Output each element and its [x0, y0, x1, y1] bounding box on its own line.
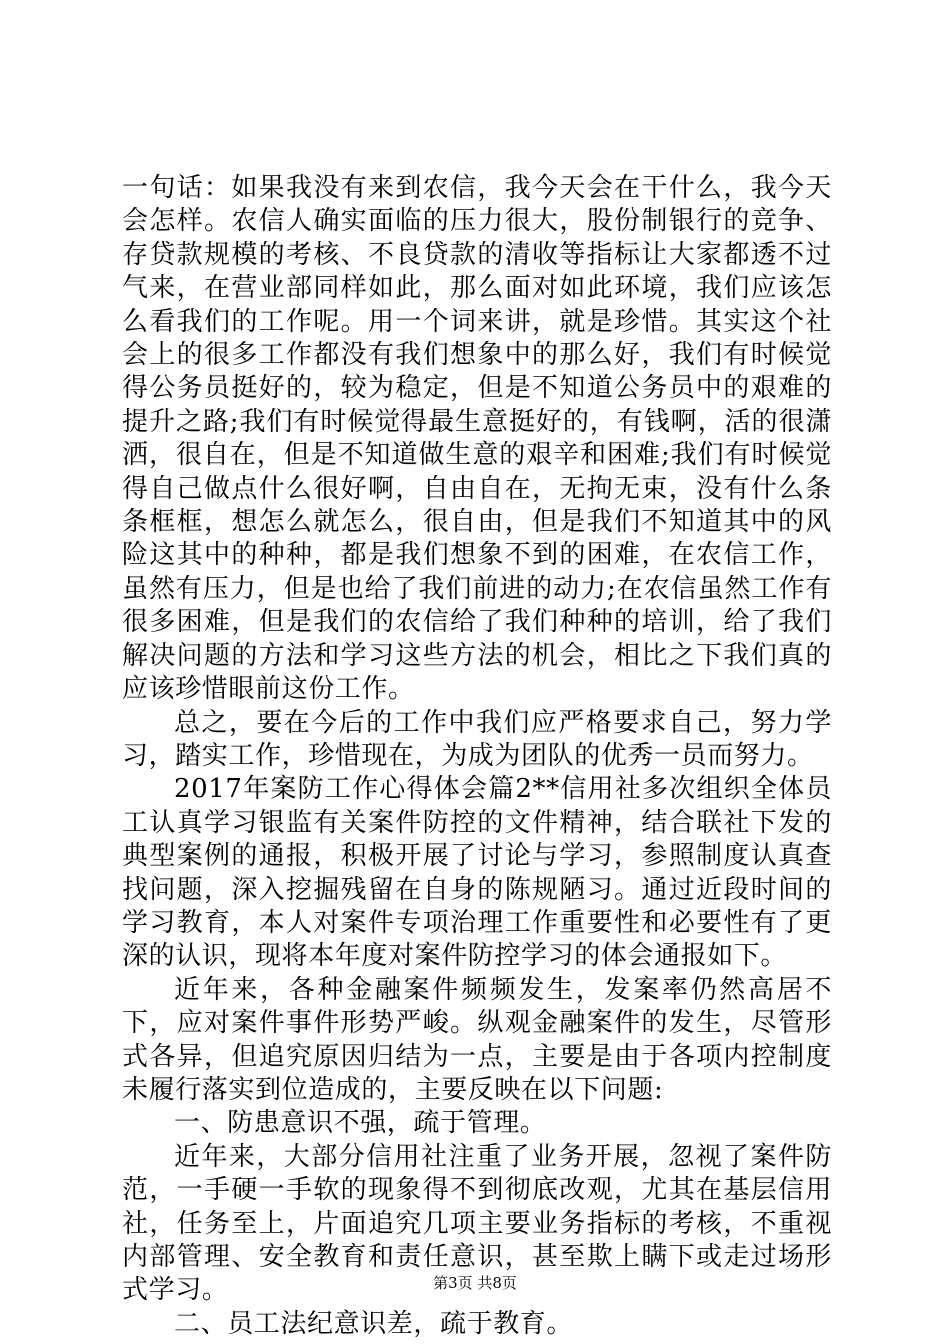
page-number-footer: 第3页 共8页 [433, 1274, 517, 1292]
document-body [122, 172, 832, 1341]
paragraph-3: 2017年案防工作心得体会篇2**信用社多次组织全体员工认真学习银监有关案件防控的文件精神，结合联社下发的典型案例的通报，积极开展了讨论与学习，参照制度认真查找问题，深入挖掘残留在自身的陈规陋习。通过近段时间的学习教育，本人对案件专项治理工作重要性和必要性有了更深的认识，现将本年度对案件防控学习的体会通报如下。 [122, 774, 832, 972]
paragraph-7-heading: 二、员工法纪意识差，疏于教育。 [174, 1308, 574, 1339]
paragraph-6: 近年来，大部分信用社注重了业务开展，忽视了案件防范，一手硬一手软的现象得不到彻底改观，尤其在基层信用社，任务至上，片面追究几项主要业务指标的考核，不重视内部管理、安全教育和责任意识，甚至欺上瞒下或走过场形式学习。 [122, 1141, 832, 1306]
paragraph-5-heading: 一、防患意识不强，疏于管理。 [174, 1108, 547, 1139]
paragraph-1: 一句话：如果我没有来到农信，我今天会在干什么，我今天会怎样。农信人确实面临的压力很大，股份制银行的竞争、存贷款规模的考核、不良贷款的清收等指标让大家都透不过气来，在营业部同样如此，那么面对如此环境，我们应该怎么看我们的工作呢。用一个词来讲，就是珍惜。其实这个社会上的很多工作都没有我们想象中的那么好，我们有时候觉得公务员挺好的，较为稳定，但是不知道公务员中的艰难的提升之路;我们有时候觉得最生意挺好的，有钱啊，活的很潇洒，很自在，但是不知道做生意的艰辛和困难;我们有时候觉得自己做点什么很好啊，自由自在，无拘无束，没有什么条条框框，想怎么就怎么，很自由，但是我们不知道其中的风险这其中的种种，都是我们想象不到的困难，在农信工作，虽然有压力，但是也给了我们前进的动力;在农信虽然工作有很多困难，但是我们的农信给了我们种种的培训，给了我们解决问题的方法和学习这些方法的机会，相比之下我们真的应该珍惜眼前这份工作。 [122, 173, 832, 705]
paragraph-4: 近年来，各种金融案件频频发生，发案率仍然高居不下，应对案件事件形势严峻。纵观金融案件的发生，尽管形式各异，但追究原因归结为一点，主要是由于各项内控制度未履行落实到位造成的，主要反映在以下问题: [122, 974, 832, 1105]
paragraph-2: 总之，要在今后的工作中我们应严格要求自己，努力学习，踏实工作，珍惜现在，为成为团队的优秀一员而努力。 [122, 707, 832, 771]
